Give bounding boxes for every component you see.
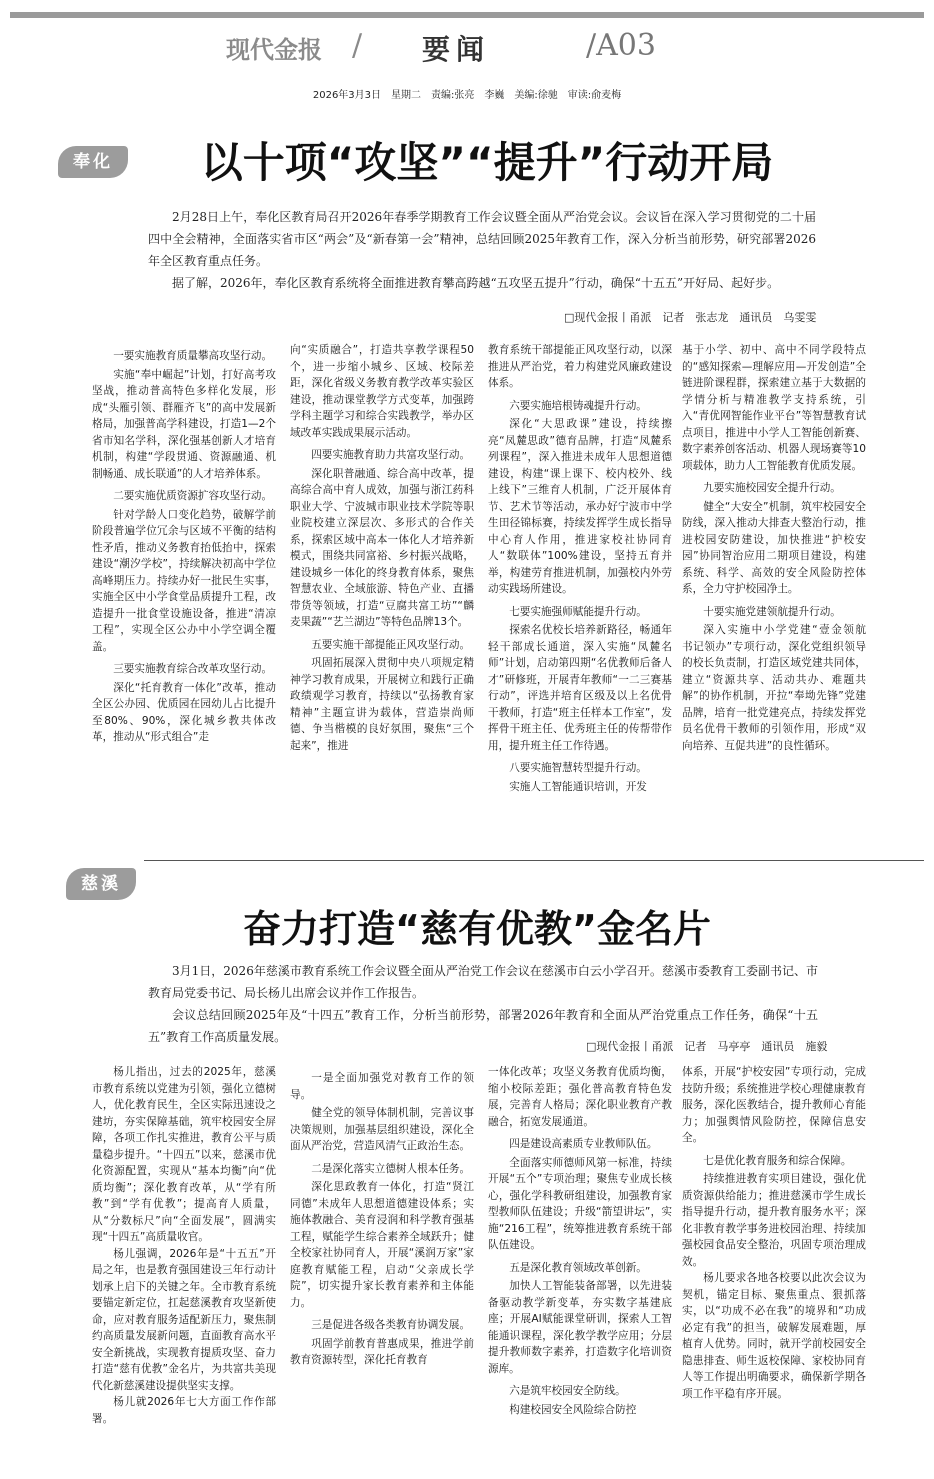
- paragraph: 健全党的领导体制机制，完善议事决策规则，加强基层组织建设，深化全面从严治党，营造风清气正政治生态。: [290, 1107, 474, 1152]
- paragraph: 探索名优校长培养新路径，畅通年轻干部成长通道，深入实施“凤麓名师”计划，启动第四期“名优教师后备人才”研修班，开展青年教师“一二三赛基行动”，评选并培育区级及以上名优骨干教师，打造“班主任样本工作室”，发挥骨干班主任、优秀班主任的传帮带作用，提升班主任工作待遇。: [488, 624, 672, 752]
- subheading: 六是筑牢校园安全防线。: [509, 1385, 626, 1397]
- subheading: 八要实施智慧转型提升行动。: [509, 762, 647, 774]
- paragraph: 实施“奉中崛起”计划，打好高考攻坚战，推动普高特色多样化发展，形成“头雁引领、群雁齐飞”的高中发展新格局，加强普高学科建设，打造1—2个省市知名学科，深化强基创新人才培育机制，构建“学段贯通、资源融通、机制畅通、成长联通”的人才培养体系。: [92, 368, 276, 480]
- paragraph: 健全“大安全”机制，筑牢校园安全防线，深入推动大排查大整治行动，推进校园安防建设，加快推进“护校安园”协同智治应用二期项目建设，构建系统、科学、高效的安全风险防控体系，全力守护校园净土。: [682, 500, 866, 595]
- region-badge: 慈溪: [66, 868, 136, 900]
- lead-paragraph: 据了解，2026年，奉化区教育系统将全面推进教育攀高跨越“五攻坚五提升”行动，确保“十五五”开好局、起好步。: [172, 276, 780, 290]
- text-column: [290, 1064, 474, 1464]
- paragraph: 杨儿强调，2026年是“十五五”开局之年，也是教育强国建设三年行动计划承上启下的关键之年。全市教育系统要锚定新定位，扛起慈溪教育攻坚新使命，应对教育服务适配新压力，聚焦制约高质量发展新问题，直面教育高水平安全新挑战，实现教育提质攻坚、奋力打造“慈有优教”金名片，为共富共美现代化新慈溪建设提供坚实支撑。: [92, 1247, 276, 1392]
- subheading: 四是建设高素质专业教师队伍。: [509, 1138, 658, 1150]
- subheading: 十要实施党建领航提升行动。: [703, 605, 841, 618]
- subheading: 一要实施教育质量攀高攻坚行动。: [113, 350, 273, 362]
- subheading: 九要实施校园安全提升行动。: [703, 482, 841, 494]
- subheading: 三要实施教育综合改革攻坚行动。: [113, 663, 273, 675]
- paragraph: 深化思政教育一体化，打造“贤江同德”未成年人思想道德建设体系；实施体教融合、美育浸润和科学教育强基工程，赋能学生综合素养全域跃升；健全校家社协同育人，开展“溪润万家”家庭教育赋能工程，启动“父亲成长学院”，切实提升家长教育素养和主体能力。: [290, 1181, 474, 1309]
- subheading: 五要实施干部提能正风攻坚行动。: [311, 638, 471, 651]
- text-column: [682, 342, 877, 832]
- paragraph: 持续推进教育实项目建设，强化优质资源供给能力；推进慈溪市学生成长指导提升行动，提升教育服务水平；深化非教育教学事务进校园治理、持续加强校园食品安全整治，巩固专项治理成效。: [682, 1173, 866, 1268]
- text-column: [682, 1064, 866, 1464]
- paragraph: 杨儿就2026年七大方面工作作部署。: [92, 1396, 276, 1425]
- subheading: 七是优化教育服务和综合保障。: [703, 1154, 852, 1167]
- paragraph: 向“实质融合”，打造共享教学课程50个，进一步缩小城乡、区域、校际差距，深化省级义务教育教学改革实验区建设，推动课堂教学方式变革，加强跨学科主题学习和综合实践教学，举办区域改革实践成果展示活动。: [290, 344, 474, 439]
- section-title: 要闻: [422, 33, 491, 66]
- subheading: 三是促进各级各类教育协调发展。: [311, 1319, 471, 1331]
- paragraph: 体系，开展“护校安园”专项行动，完成技防升级；系统推进学校心理健康教育服务，深化医教结合，提升教师心育能力；加强舆情风险防控，保障信息安全。: [682, 1066, 866, 1144]
- paragraph: 一体化改革；攻坚义务教育优质均衡，缩小校际差距；强化普高教育特色发展，完善育人格局；深化职业教育产教融合，拓宽发展通道。: [488, 1066, 672, 1128]
- paragraph: 杨儿指出，过去的2025年，慈溪市教育系统以党建为引领，强化立德树人，优化教育民生，全区实际迅速设之建坊，夯实保障基础，筑牢校园安全屏障，各项工作扎实推进，教育公平与质量稳步提升。“十四五”以来，慈溪市优化资源配置，实现从“基本均衡”向“优质均衡”；深化教育改革，从“学有所教”到“学有优教”；提高育人质量，从“分数标尺”向“全面发展”，圆满实现“十四五”高质量收官。: [92, 1066, 276, 1243]
- paragraph: 深化职普融通、综合高中改革，提高综合高中育人成效，加强与浙江药科职业大学、宁波城市职业技术学院等职业院校建立深层次、多形式的合作关系，探索区域中高本一体化人才培养新模式，围绕共同富裕、乡村振兴战略，建设城乡一体化的终身教育体系，聚焦智慧农业、全域旅游、特色产业、直播带货等领域，打造“豆腐共富工坊”“麟麦果蔬”“艺兰湖边”等特色品牌13个。: [290, 467, 474, 628]
- paragraph: 深入实施中小学党建“壹金领航 书记领办”专项行动，深化党组织领导的校长负责制，打造区域党建共同体，建立“资源共享、活动共办、难题共解”的协作机制，开拉“奉坳先锋”党建品牌，培育一批党建亮点，持续发挥党员名优骨干教师的引领作用，形成“双向培养、互促共进”的良性循环。: [682, 624, 877, 752]
- subheading: 二要实施优质资源扩容攻坚行动。: [113, 490, 273, 502]
- subheading: 二是深化落实立德树人根本任务。: [311, 1162, 471, 1175]
- text-column: [92, 1064, 276, 1464]
- paragraph: 杨儿要求各地各校要以此次会议为契机，锚定目标、聚焦重点、狠抓落实，以“功成不必在我”的境界和“功成必定有我”的担当，破解发展难题，厚植育人优势。同时，就开学前校园安全隐患排查、师生返校保障、家校协同育人等工作提出明确要求，确保新学期各项工作平稳有序开展。: [682, 1272, 866, 1400]
- paragraph: 深化“托育教育一体化”改革，推动全区公办园、优质园在园幼儿占比提升至80%、90%，深化城乡教共体改革，推动从“形式组合”走: [92, 681, 276, 743]
- masthead-divider: /: [352, 28, 363, 63]
- paragraph: 针对学龄人口变化趋势，破解学前阶段普遍学位冗余与区域不平衡的结构性矛盾，推动义务教育抬低抬中，探索建设“潮汐学校”，持续解决初高中学位高峰期压力。持续办好一批民生实事，实施全区中小学食堂品质提升工程，改造提升一批食堂设施设备，推进“清凉工程”，实现全区公办中小学空调全覆盖。: [92, 508, 276, 653]
- lead-paragraphs: [148, 206, 816, 294]
- text-column: [488, 1064, 672, 1464]
- top-bar: [10, 12, 924, 18]
- paragraph: 教育系统干部提能正风攻坚行动，以深推进从严治党，着力构建党风廉政建设体系。: [488, 344, 672, 389]
- article-divider: [144, 860, 924, 861]
- headline: 奋力打造“慈有优教”金名片: [243, 907, 711, 951]
- dateline: 2026年3月3日 星期二 责编:张亮 李巍 美编:徐驰 审读:俞麦梅: [312, 90, 622, 101]
- paragraph: 深化“大思政课”建设，持续擦亮“凤麓思政”德育品牌，打造“凤麓系列课程”，深入推进未成年人思想道德建设，构建“课上课下、校内校外、线上线下”三维育人机制，广泛开展体育节、艺术节等活动，承办好宁波市中学生田径锦标赛，持续发挥学生成长指导中心育人作用，推进家校社协同育人“数联体”100%建设，坚持五育并举，构建劳育推进机制，加强校内外劳动实践场所建设。: [488, 418, 672, 595]
- subheading: 五是深化教育领域改革创新。: [509, 1261, 647, 1274]
- paragraph: 构建校园安全风险综合防控: [509, 1403, 637, 1416]
- lead-paragraph: 会议总结回顾2025年及“十四五”教育工作，分析当前形势，部署2026年教育和全面从严治党重点工作任务，确保“十五五”教育工作高质量发展。: [148, 1008, 818, 1044]
- lead-paragraph: 3月1日，2026年慈溪市教育系统工作会议暨全面从严治党工作会议在慈溪市白云小学召开。慈溪市委教育工委副书记、市教育局党委书记、局长杨儿出席会议并作工作报告。: [148, 964, 818, 1000]
- paper-name: 现代金报: [226, 35, 322, 64]
- subheading: 六要实施培根铸魂提升行动。: [509, 399, 647, 412]
- paragraph: 加快人工智能装备部署，以先进装备驱动教学新变革，夯实数字基建底座；开展AI赋能课堂研训，探索人工智能通识课程，深化教学教学应用；分层提升教师数字素养，打造数字化培训资源库。: [488, 1280, 672, 1375]
- subheading: 四要实施教育助力共富攻坚行动。: [311, 449, 471, 461]
- byline: □现代金报丨甬派 记者 马亭亭 通讯员 施毅: [586, 1040, 828, 1053]
- text-column: [488, 342, 672, 832]
- text-column: [92, 342, 276, 832]
- paragraph: 全面落实师德师风第一标准，持续开展“五个”专项治理；聚焦专业成长核心，强化学科教研组建设，加强教育家型教师队伍建设；升级“箭望讲坛”，实施“216工程”，统筹推进教育系统干部队伍建设。: [488, 1156, 672, 1251]
- lead-paragraphs: [148, 960, 818, 1048]
- subheading: 一是全面加强党对教育工作的领导。: [290, 1072, 474, 1101]
- masthead: [0, 22, 934, 82]
- paragraph: 巩固学前教育普惠成果，推进学前教育资源转型，深化托育教育: [290, 1337, 474, 1366]
- page-number: /A03: [586, 28, 656, 63]
- paragraph: 巩固拓展深入贯彻中央八项规定精神学习教育成果，开展树立和践行正确政绩观学习教育，持续以“弘扬教育家精神”主题宣讲为载体，营造崇尚师德、争当楷模的良好氛围，聚焦“三个起来”，推进: [290, 657, 474, 752]
- paragraph: 实施人工智能通识培训，开发: [509, 780, 647, 793]
- headline: 以十项“攻坚”“提升”行动开局: [200, 138, 774, 187]
- lead-paragraph: 2月28日上午，奉化区教育局召开2026年春季学期教育工作会议暨全面从严治党会议。会议旨在深入学习贯彻党的二十届四中全会精神，全面落实省市区“两会”及“新春第一会”精神，总结回顾2025年教育工作，深入分析当前形势，研究部署2026年全区教育重点任务。: [148, 210, 816, 268]
- subheading: 七要实施强师赋能提升行动。: [509, 605, 647, 618]
- paragraph: 基于小学、初中、高中不同学段特点的“感知探索—理解应用—开发创造”全链进阶课程群，探索建立基于大数据的学情分析与精准教学支持系统，引入“青优网智能作业平台”等智慧教育试点项目，推进中小学人工智能创新赛、数字素养创客活动、机器人现场赛等10项载体，助力人工智能教育优质发展。: [682, 344, 866, 472]
- region-badge: 奉化: [58, 146, 128, 178]
- text-column: [290, 342, 474, 832]
- byline: □现代金报丨甬派 记者 张志龙 通讯员 乌雯雯: [564, 311, 817, 324]
